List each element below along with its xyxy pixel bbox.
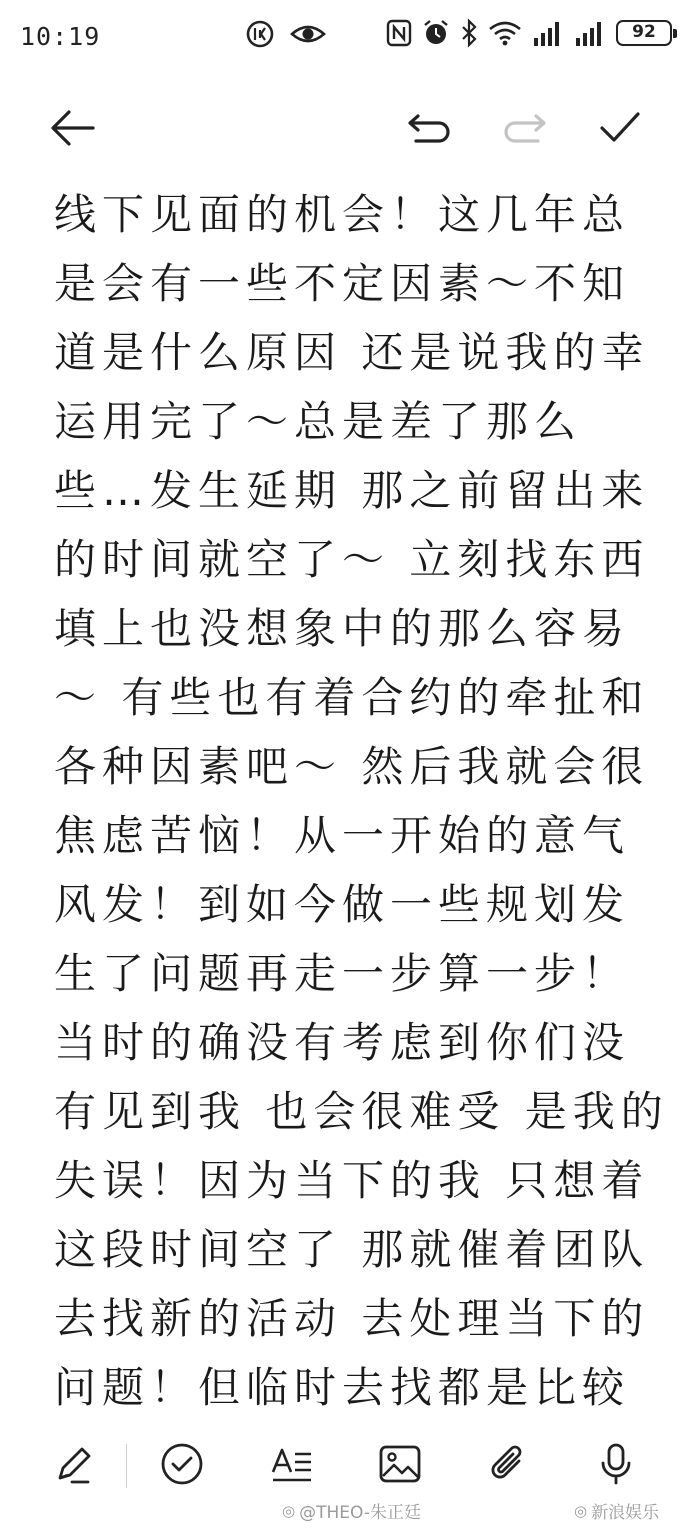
attachment-icon xyxy=(485,1441,531,1487)
undo-button[interactable] xyxy=(398,96,462,160)
status-left-icons xyxy=(244,18,326,50)
nfc-icon xyxy=(386,18,412,48)
note-line: 风发！到如今做一些规划发 xyxy=(54,880,631,929)
wifi-icon xyxy=(488,18,522,48)
signal-icon xyxy=(532,18,564,48)
note-line: 失误！因为当下的我 只想着 xyxy=(54,1156,650,1205)
status-right-icons xyxy=(386,18,672,48)
signal-icon-2 xyxy=(574,18,606,48)
watermark-right xyxy=(574,1498,659,1523)
note-line: 去找新的活动 去处理当下的 xyxy=(54,1294,650,1343)
undo-icon xyxy=(406,108,454,148)
note-line: 是会有一些不定因素～不知 xyxy=(54,259,631,308)
divider xyxy=(126,1444,127,1488)
note-line: ～ 有些也有着合约的牵扯和 xyxy=(54,673,650,722)
bluetooth-icon xyxy=(460,18,478,48)
microphone-button[interactable] xyxy=(586,1432,646,1496)
note-line: 运用完了～总是差了那么 xyxy=(54,397,583,446)
text-format-icon xyxy=(269,1442,315,1486)
eye-icon xyxy=(290,18,326,50)
status-bar xyxy=(0,0,690,76)
note-line: 有见到我 也会很难受 是我的 xyxy=(54,1087,669,1136)
pen-button[interactable] xyxy=(44,1432,104,1496)
note-body[interactable] xyxy=(54,180,669,1422)
watermark-left-text: @THEO-朱正廷 xyxy=(299,1503,421,1523)
checklist-icon xyxy=(159,1441,205,1487)
microphone-icon xyxy=(596,1441,636,1487)
pen-icon xyxy=(52,1442,96,1486)
redo-button[interactable] xyxy=(492,96,556,160)
weibo-logo-icon: ◎ xyxy=(574,1501,588,1520)
text-format-button[interactable] xyxy=(262,1432,322,1496)
note-line: 生了问题再走一步算一步！ xyxy=(54,949,631,998)
nfc-style-icon xyxy=(244,18,276,50)
note-line: 填上也没想象中的那么容易 xyxy=(54,604,631,653)
note-line: 道是什么原因 还是说我的幸 xyxy=(54,328,650,377)
note-line: 这段时间空了 那就催着团队 xyxy=(54,1225,650,1274)
note-line: 各种因素吧～ 然后我就会很 xyxy=(54,742,650,791)
redo-icon xyxy=(500,108,548,148)
note-line: 线下见面的机会！这几年总 xyxy=(54,190,631,239)
battery-icon: 92 xyxy=(616,20,672,46)
checklist-button[interactable] xyxy=(152,1432,212,1496)
note-line: 问题！但临时去找都是比较 xyxy=(54,1363,631,1412)
confirm-button[interactable] xyxy=(588,96,652,160)
editor-toolbar xyxy=(0,96,690,160)
watermark-left xyxy=(282,1498,421,1523)
back-arrow-icon xyxy=(49,108,95,148)
image-button[interactable] xyxy=(370,1432,430,1496)
attachment-button[interactable] xyxy=(478,1432,538,1496)
watermark-right-text: 新浪娱乐 xyxy=(591,1503,660,1523)
back-button[interactable] xyxy=(40,96,104,160)
note-line: 些…发生延期 那之前留出来 xyxy=(54,466,650,515)
weibo-logo-icon: ◎ xyxy=(282,1501,296,1520)
status-time: 10:19 xyxy=(20,22,101,51)
note-line: 当时的确没有考虑到你们没 xyxy=(54,1018,631,1067)
note-line: 的时间就空了～ 立刻找东西 xyxy=(54,535,650,584)
image-icon xyxy=(377,1442,423,1486)
alarm-icon xyxy=(422,18,450,48)
checkmark-icon xyxy=(598,108,642,148)
bottom-toolbar xyxy=(0,1432,690,1502)
note-line: 焦虑苦恼！从一开始的意气 xyxy=(54,811,631,860)
